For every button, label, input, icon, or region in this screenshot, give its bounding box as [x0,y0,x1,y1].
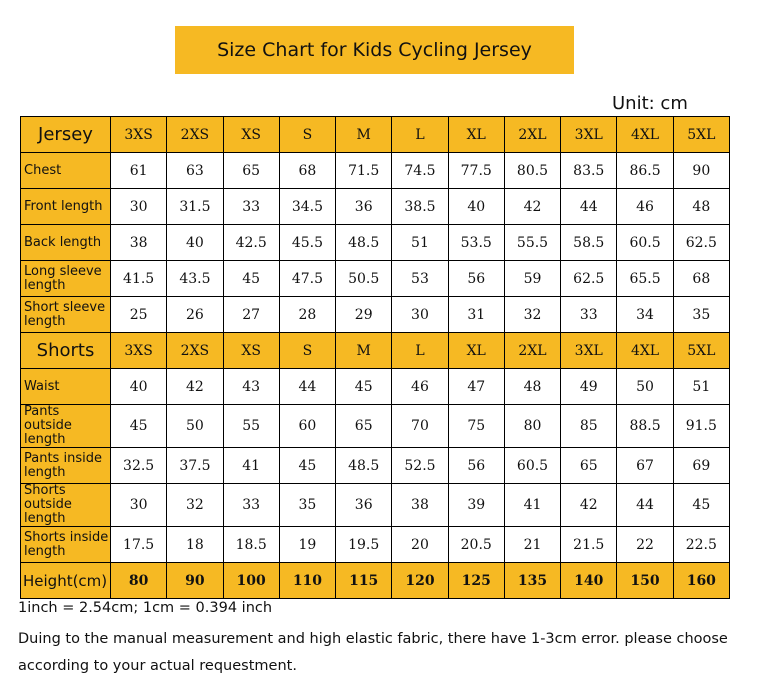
measurement-value: 20 [392,527,448,563]
measurement-value: 44 [561,189,617,225]
measurement-value: 67 [617,448,673,484]
measurement-value: 36 [336,189,392,225]
measurement-value: 33 [223,189,279,225]
height-value: 80 [111,563,167,599]
measurement-value: 17.5 [111,527,167,563]
size-header-cell: M [336,333,392,369]
measurement-value: 39 [448,484,504,527]
disclaimer-note: Duing to the manual measurement and high elastic fabric, there have 1-3cm error. please choose according to your actual requestment. [18,631,728,674]
measurement-value: 85 [561,405,617,448]
measurement-value: 46 [392,369,448,405]
measurement-row [21,153,730,189]
measurement-value: 52.5 [392,448,448,484]
measurement-value: 31 [448,297,504,333]
measurement-value: 65.5 [617,261,673,297]
measurement-value: 40 [167,225,223,261]
measurement-value: 18 [167,527,223,563]
measurement-value: 49 [561,369,617,405]
measurement-value: 65 [223,153,279,189]
measurement-value: 42 [504,189,560,225]
measurement-row [21,369,730,405]
measurement-value: 62.5 [561,261,617,297]
measurement-row [21,405,730,448]
measurement-row [21,261,730,297]
shorts-header-row [21,333,730,369]
measurement-value: 27 [223,297,279,333]
measurement-value: 45 [223,261,279,297]
size-header-cell: 4XL [617,333,673,369]
measurement-value: 91.5 [673,405,729,448]
size-header-cell: S [279,117,335,153]
size-header-cell: 3XS [111,333,167,369]
measurement-value: 40 [448,189,504,225]
measurement-value: 80 [504,405,560,448]
measurement-value: 41 [223,448,279,484]
measurement-value: 33 [561,297,617,333]
measurement-value: 48.5 [336,448,392,484]
height-value: 90 [167,563,223,599]
measurement-value: 74.5 [392,153,448,189]
measurement-value: 62.5 [673,225,729,261]
size-header-cell: 4XL [617,117,673,153]
size-header-cell: 3XL [561,117,617,153]
measurement-value: 30 [111,189,167,225]
measurement-value: 34 [617,297,673,333]
measurement-value: 90 [673,153,729,189]
size-header-cell: XS [223,117,279,153]
measurement-value: 68 [279,153,335,189]
measurement-value: 44 [279,369,335,405]
measurement-value: 41.5 [111,261,167,297]
size-header-cell: 3XS [111,117,167,153]
measurement-value: 48 [673,189,729,225]
measurement-value: 47.5 [279,261,335,297]
measurement-value: 71.5 [336,153,392,189]
measurement-value: 46 [617,189,673,225]
measurement-value: 44 [617,484,673,527]
measurement-label: Short sleeve length [21,297,111,333]
measurement-value: 75 [448,405,504,448]
height-value: 150 [617,563,673,599]
measurement-value: 83.5 [561,153,617,189]
measurement-value: 48 [504,369,560,405]
measurement-value: 45 [279,448,335,484]
measurement-value: 65 [336,405,392,448]
measurement-value: 35 [673,297,729,333]
measurement-value: 42.5 [223,225,279,261]
measurement-value: 56 [448,261,504,297]
height-value: 115 [336,563,392,599]
measurement-row [21,484,730,527]
measurement-value: 45 [673,484,729,527]
measurement-label: Long sleeve length [21,261,111,297]
size-header-cell: 2XL [504,117,560,153]
height-value: 160 [673,563,729,599]
measurement-value: 61 [111,153,167,189]
height-value: 140 [561,563,617,599]
measurement-value: 28 [279,297,335,333]
title-banner [175,26,574,74]
measurement-value: 21.5 [561,527,617,563]
unit-label: Unit: cm [612,93,688,114]
measurement-value: 45.5 [279,225,335,261]
measurement-value: 50 [167,405,223,448]
measurement-value: 60.5 [617,225,673,261]
measurement-value: 53.5 [448,225,504,261]
measurement-value: 70 [392,405,448,448]
measurement-label: Front length [21,189,111,225]
measurement-value: 68 [673,261,729,297]
measurement-value: 48.5 [336,225,392,261]
jersey-header-row [21,117,730,153]
measurement-value: 32.5 [111,448,167,484]
measurement-value: 33 [223,484,279,527]
measurement-value: 45 [111,405,167,448]
measurement-value: 32 [167,484,223,527]
size-header-cell: 2XL [504,333,560,369]
measurement-value: 30 [392,297,448,333]
measurement-value: 35 [279,484,335,527]
size-header-cell: M [336,117,392,153]
measurement-value: 51 [673,369,729,405]
measurement-value: 45 [336,369,392,405]
measurement-value: 37.5 [167,448,223,484]
measurement-value: 86.5 [617,153,673,189]
size-header-cell: 5XL [673,117,729,153]
measurement-value: 58.5 [561,225,617,261]
measurement-value: 19.5 [336,527,392,563]
measurement-value: 77.5 [448,153,504,189]
measurement-value: 69 [673,448,729,484]
measurement-label: Back length [21,225,111,261]
measurement-row [21,527,730,563]
measurement-row [21,189,730,225]
shorts-section-title: Shorts [21,333,111,369]
measurement-value: 40 [111,369,167,405]
measurement-value: 34.5 [279,189,335,225]
jersey-section-title: Jersey [21,117,111,153]
measurement-value: 51 [392,225,448,261]
measurement-value: 55 [223,405,279,448]
measurement-row [21,448,730,484]
measurement-value: 22 [617,527,673,563]
measurement-value: 21 [504,527,560,563]
size-header-cell: XL [448,333,504,369]
measurement-value: 56 [448,448,504,484]
measurement-label: Pants outside length [21,405,111,448]
measurement-value: 53 [392,261,448,297]
measurement-value: 29 [336,297,392,333]
measurement-label: Chest [21,153,111,189]
measurement-value: 60.5 [504,448,560,484]
measurement-value: 43 [223,369,279,405]
size-header-cell: S [279,333,335,369]
measurement-value: 41 [504,484,560,527]
measurement-value: 38 [111,225,167,261]
size-header-cell: 2XS [167,117,223,153]
measurement-value: 50.5 [336,261,392,297]
measurement-value: 63 [167,153,223,189]
measurement-value: 88.5 [617,405,673,448]
measurement-value: 42 [167,369,223,405]
measurement-row [21,225,730,261]
measurement-value: 43.5 [167,261,223,297]
measurement-value: 36 [336,484,392,527]
size-header-cell: XS [223,333,279,369]
size-header-cell: 2XS [167,333,223,369]
measurement-value: 47 [448,369,504,405]
measurement-value: 32 [504,297,560,333]
measurement-label: Shorts inside length [21,527,111,563]
measurement-value: 60 [279,405,335,448]
measurement-value: 38 [392,484,448,527]
measurement-value: 31.5 [167,189,223,225]
height-value: 100 [223,563,279,599]
measurement-value: 65 [561,448,617,484]
measurement-value: 20.5 [448,527,504,563]
measurement-value: 42 [561,484,617,527]
measurement-label: Shorts outside length [21,484,111,527]
measurement-value: 19 [279,527,335,563]
page-title: Size Chart for Kids Cycling Jersey [217,39,532,61]
height-label: Height(cm) [21,563,111,599]
measurement-value: 50 [617,369,673,405]
size-chart-table [20,116,730,599]
height-value: 135 [504,563,560,599]
height-value: 110 [279,563,335,599]
measurement-value: 38.5 [392,189,448,225]
size-header-cell: XL [448,117,504,153]
measurement-value: 18.5 [223,527,279,563]
conversion-note: 1inch = 2.54cm; 1cm = 0.394 inch [18,600,273,616]
size-header-cell: L [392,333,448,369]
measurement-value: 80.5 [504,153,560,189]
height-value: 125 [448,563,504,599]
height-row [21,563,730,599]
measurement-label: Waist [21,369,111,405]
measurement-value: 59 [504,261,560,297]
measurement-value: 30 [111,484,167,527]
measurement-value: 25 [111,297,167,333]
measurement-value: 26 [167,297,223,333]
measurement-row [21,297,730,333]
size-header-cell: L [392,117,448,153]
measurement-label: Pants inside length [21,448,111,484]
measurement-value: 22.5 [673,527,729,563]
size-header-cell: 5XL [673,333,729,369]
height-value: 120 [392,563,448,599]
size-header-cell: 3XL [561,333,617,369]
measurement-value: 55.5 [504,225,560,261]
